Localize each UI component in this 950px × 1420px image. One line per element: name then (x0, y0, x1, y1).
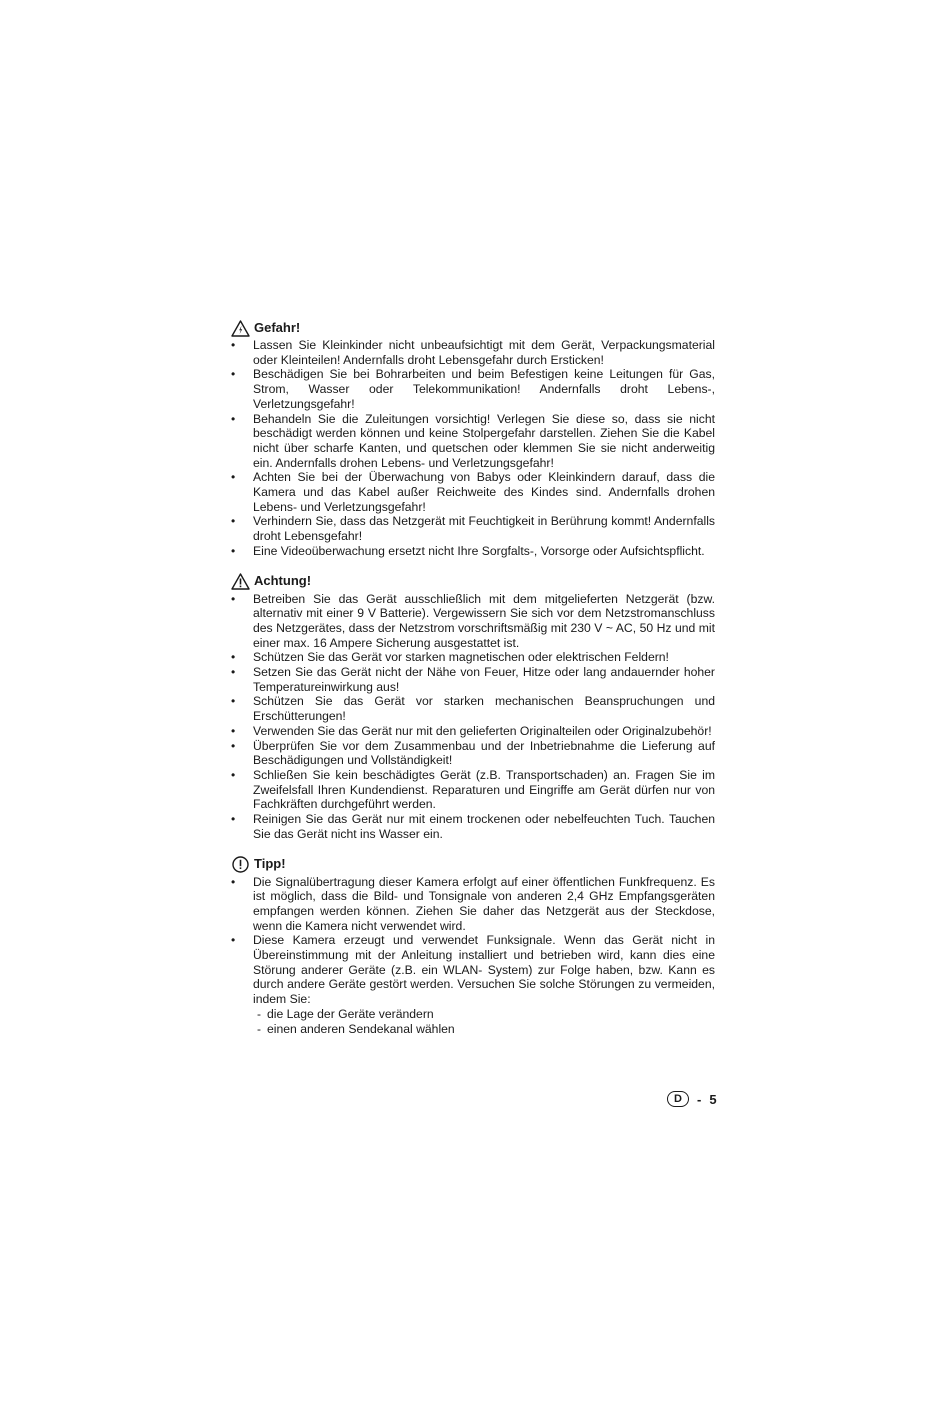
document-content (231, 319, 715, 1050)
sublist-item: - einen anderen Sendekanal wählen (257, 1022, 715, 1037)
caution-section (231, 573, 715, 842)
list-item: • Behandeln Sie die Zuleitungen vorsichtig! Verlegen Sie diese so, dass sie nicht beschädigt werden können und keine Stolpergefahr darstellen. Ziehen Sie die Kabel nicht über scharfe Kanten, und quetschen oder klemmen Sie sie nicht anderweitig ein. Andernfalls drohen Lebens- und Verletzungsgefahr! (231, 412, 715, 471)
caution-heading (231, 573, 715, 591)
list-item: • Die Signalübertragung dieser Kamera erfolgt auf einer öffentlichen Funkfrequenz. Es ist möglich, dass die Bild- und Tonsignale von anderen 2,4 GHz Empfangsgeräten empfangen werden können. Ziehen Sie daher das Netzgerät aus der Steckdose, wenn die Kamera nicht verwendet wird. (231, 875, 715, 934)
tip-sublist (253, 1007, 715, 1036)
list-item: • Schützen Sie das Gerät vor starken magnetischen oder elektrischen Feldern! (231, 650, 715, 665)
danger-heading (231, 319, 715, 337)
list-item: • Reinigen Sie das Gerät nur mit einem trockenen oder nebelfeuchten Tuch. Tauchen Sie das Gerät nicht ins Wasser ein. (231, 812, 715, 841)
language-badge: D (667, 1091, 689, 1107)
danger-title: Gefahr! (254, 319, 301, 335)
list-item: • Überprüfen Sie vor dem Zusammenbau und der Inbetriebnahme die Lieferung auf Beschädigungen und Vollständigkeit! (231, 739, 715, 768)
tip-list (231, 875, 715, 1037)
list-item (231, 933, 715, 1036)
list-item: • Verwenden Sie das Gerät nur mit den gelieferten Originalteilen oder Originalzubehör! (231, 724, 715, 739)
warning-triangle-icon (231, 573, 250, 590)
list-item: • Setzen Sie das Gerät nicht der Nähe von Feuer, Hitze oder lang andauernder hoher Temperatureinwirkung aus! (231, 665, 715, 694)
danger-section (231, 319, 715, 559)
exclamation-circle-icon (231, 856, 250, 873)
list-item: • Schützen Sie das Gerät vor starken mechanischen Beanspruchungen und Erschütterungen! (231, 694, 715, 723)
list-item-text: Diese Kamera erzeugt und verwendet Funksignale. Wenn das Gerät nicht in Übereinstimmung mit der Anleitung installiert und betrieben wird, kann dies eine Störung anderer Geräte (z.B. ein WLAN- System) zur Folge haben, bzw. Kann es durch andere Geräte gestört werden. Versuchen Sie solche Störungen zu vermeiden, indem Sie: (253, 933, 715, 1007)
tip-section (231, 856, 715, 1037)
warning-triangle-icon (231, 320, 250, 337)
page-number-footer (667, 1091, 717, 1107)
page-number: 5 (709, 1091, 717, 1107)
list-item: • Achten Sie bei der Überwachung von Babys oder Kleinkindern darauf, dass die Kamera und das Kabel außer Reichweite des Kindes sind. Andernfalls drohen Lebens- und Verletzungsgefahr! (231, 470, 715, 514)
list-item: • Eine Videoüberwachung ersetzt nicht Ihre Sorgfalts-, Vorsorge oder Aufsichtspflicht. (231, 544, 715, 559)
sublist-item: - die Lage der Geräte verändern (257, 1007, 715, 1022)
list-item: • Lassen Sie Kleinkinder nicht unbeaufsichtigt mit dem Gerät, Verpackungsmaterial oder Kleinteilen! Andernfalls droht Lebensgefahr durch Ersticken! (231, 338, 715, 367)
list-item: • Beschädigen Sie bei Bohrarbeiten und beim Befestigen keine Leitungen für Gas, Strom, Wasser oder Telekommunikation! Andernfalls droht Lebens-, Verletzungsgefahr! (231, 367, 715, 411)
caution-list (231, 592, 715, 842)
list-item: • Betreiben Sie das Gerät ausschließlich mit dem mitgelieferten Netzgerät (bzw. alternativ mit einer 9 V Batterie). Vergewissern Sie sich vor dem Netzstromanschluss des Netzgerätes, dass der Netzstrom vorschriftsmäßig mit 230 V ~ AC, 50 Hz und mit einer max. 16 Ampere Sicherung ausgestattet ist. (231, 592, 715, 651)
tip-title: Tipp! (254, 856, 286, 872)
list-item: • Schließen Sie kein beschädigtes Gerät (z.B. Transportschaden) an. Fragen Sie im Zweifelsfall Ihren Kundendienst. Reparaturen und Eingriffe am Gerät dürfen nur von Fachkräften durchgeführt werden. (231, 768, 715, 812)
page-separator: - (697, 1091, 702, 1107)
list-item: • Verhindern Sie, dass das Netzgerät mit Feuchtigkeit in Berührung kommt! Andernfalls droht Lebensgefahr! (231, 514, 715, 543)
caution-title: Achtung! (254, 573, 312, 589)
tip-heading (231, 856, 715, 874)
danger-list (231, 338, 715, 559)
